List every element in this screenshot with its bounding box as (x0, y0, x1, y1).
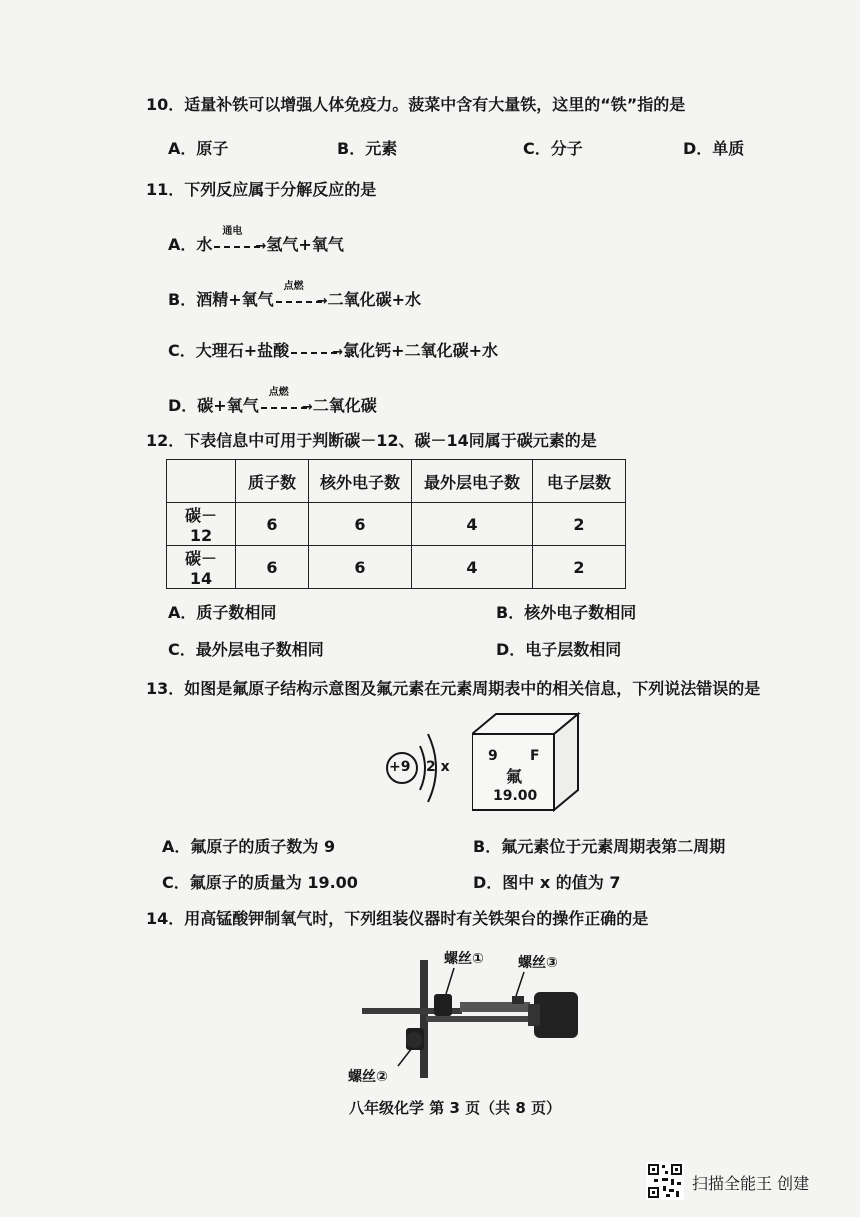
q11-option-d (168, 386, 377, 416)
reaction-arrow: → (289, 344, 343, 360)
q11-d-products: 二氧化碳 (312, 396, 377, 415)
q11-d-label: D． (168, 396, 198, 415)
q11-c-products: 氯化钙+二氧化碳+水 (343, 341, 498, 360)
q13-stem: 13．如图是氟原子结构示意图及氟元素在元素周期表中的相关信息，下列说法错误的是 (146, 679, 761, 698)
q10-option-c: C．分子 (523, 139, 583, 158)
reaction-arrow: 点燃 → (259, 399, 313, 415)
table-header-cell: 最外层电子数 (412, 460, 533, 503)
table-cell: 4 (412, 503, 533, 546)
table-cell: 2 (533, 503, 626, 546)
q13-option-d: D．图中 x 的值为 7 (473, 873, 621, 892)
table-cell: 6 (236, 546, 309, 589)
element-atomic-number: 9 (488, 748, 498, 764)
q11-option-b (168, 280, 422, 310)
label-screw-2: 螺丝② (348, 1069, 388, 1085)
q11-a-products: 氢气+氧气 (266, 235, 344, 254)
q11-c-reactants: 大理石+盐酸 (195, 341, 290, 360)
atom-nucleus-charge: +9 (389, 759, 411, 775)
q12-stem: 12．下表信息中可用于判断碳－12、碳－14同属于碳元素的是 (146, 431, 597, 450)
table-cell: 4 (412, 546, 533, 589)
q14-stem: 14．用高锰酸钾制氧气时，下列组装仪器时有关铁架台的操作正确的是 (146, 909, 649, 928)
page-footer: 八年级化学 第 3 页（共 8 页） (349, 1099, 561, 1117)
q10-stem: 10．适量补铁可以增强人体免疫力。菠菜中含有大量铁，这里的“铁”指的是 (146, 95, 686, 114)
table-cell: 2 (533, 546, 626, 589)
q11-stem: 11．下列反应属于分解反应的是 (146, 180, 377, 199)
element-name: 氟 (506, 767, 523, 786)
reaction-arrow: 通电 → (212, 238, 266, 254)
label-screw-1: 螺丝① (444, 951, 484, 967)
q12-option-a: A．质子数相同 (168, 603, 277, 622)
q11-c-label: C． (168, 341, 196, 360)
q12-option-c: C．最外层电子数相同 (168, 640, 324, 659)
q11-option-a (168, 225, 344, 255)
table-header-cell: 质子数 (236, 460, 309, 503)
q13-option-b: B．氟元素位于元素周期表第二周期 (473, 837, 726, 856)
reaction-arrow: 点燃 → (274, 293, 328, 309)
table-row (167, 503, 626, 546)
table-cell: 碳－12 (167, 503, 236, 546)
table-cell: 6 (309, 546, 412, 589)
table-header-cell: 核外电子数 (309, 460, 412, 503)
q13-option-c: C．氟原子的质量为 19.00 (162, 873, 358, 892)
carbon-isotope-table (166, 459, 626, 589)
label-screw-3: 螺丝③ (518, 955, 558, 971)
q10-option-a: A．原子 (168, 139, 229, 158)
table-header-row (167, 460, 626, 503)
q10-option-d: D．单质 (683, 139, 745, 158)
table-cell: 碳－14 (167, 546, 236, 589)
table-row (167, 546, 626, 589)
q11-a-reactants: 水 (196, 235, 213, 254)
table-cell: 6 (236, 503, 309, 546)
table-header-cell (167, 460, 236, 503)
q13-option-a: A．氟原子的质子数为 9 (162, 837, 336, 856)
scanner-watermark: 扫描全能王 创建 (692, 1174, 810, 1193)
reaction-condition: 点燃 (283, 280, 304, 292)
q11-option-c (168, 338, 498, 361)
q11-b-reactants: 酒精+氧气 (196, 290, 274, 309)
q11-b-label: B． (168, 290, 197, 309)
q11-a-label: A． (168, 235, 197, 254)
q11-d-reactants: 碳+氧气 (197, 396, 259, 415)
q11-b-products: 二氧化碳+水 (327, 290, 422, 309)
reaction-condition: 通电 (222, 225, 243, 237)
table-cell: 6 (309, 503, 412, 546)
table-header-cell: 电子层数 (533, 460, 626, 503)
q12-option-d: D．电子层数相同 (496, 640, 622, 659)
qr-code-icon (646, 1162, 684, 1200)
element-mass: 19.00 (493, 788, 538, 804)
atom-shell-electrons: 2 x (426, 759, 450, 775)
q10-option-b: B．元素 (337, 139, 398, 158)
reaction-condition: 点燃 (268, 386, 289, 398)
element-symbol: F (530, 748, 540, 764)
q12-option-b: B．核外电子数相同 (496, 603, 637, 622)
